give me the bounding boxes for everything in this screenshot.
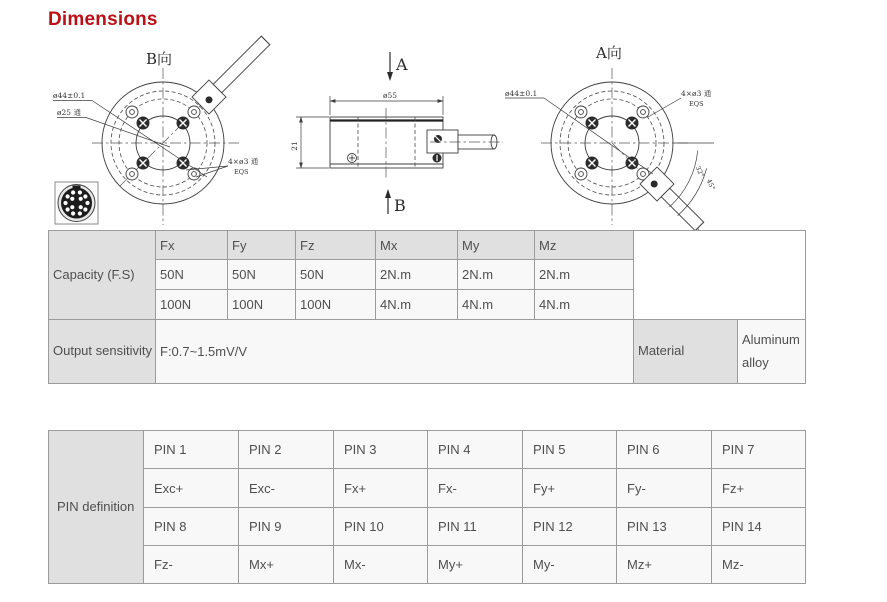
pin-cell: Mx+ bbox=[239, 546, 334, 584]
pin-cell: Fx- bbox=[428, 469, 523, 508]
pin-cell: Fx+ bbox=[334, 469, 428, 508]
pin-cell: PIN 14 bbox=[712, 508, 806, 546]
pin-cell: My- bbox=[523, 546, 617, 584]
side-view-drawing bbox=[290, 52, 503, 215]
pin-cell: Exc+ bbox=[144, 469, 239, 508]
pin-cell: PIN 2 bbox=[239, 431, 334, 469]
pin-cell: Fz- bbox=[144, 546, 239, 584]
view-b-dim-hole: ø25 通 bbox=[57, 108, 81, 117]
capacity-cell: 4N.m bbox=[376, 290, 458, 320]
column-header-fz: Fz bbox=[296, 231, 376, 260]
view-a-dim-diameter: ø44±0.1 bbox=[505, 89, 538, 98]
capacity-cell: 100N bbox=[156, 290, 228, 320]
column-header-mz: Mz bbox=[535, 231, 634, 260]
view-b-dim-diameter: ø44±0.1 bbox=[53, 91, 86, 100]
capacity-cell: 50N bbox=[296, 260, 376, 290]
pin-cell: PIN 11 bbox=[428, 508, 523, 546]
view-b-label: B向 bbox=[146, 50, 173, 68]
pin-cell: PIN 8 bbox=[144, 508, 239, 546]
side-view-dim-width: ø55 bbox=[382, 91, 398, 100]
pin-cell: My+ bbox=[428, 546, 523, 584]
view-b-dim-bolts: 4×ø3 通 bbox=[228, 157, 259, 166]
pin-cell: PIN 13 bbox=[617, 508, 712, 546]
capacity-cell: 4N.m bbox=[458, 290, 535, 320]
capacity-cell: 2N.m bbox=[535, 260, 634, 290]
pin-cell: PIN 10 bbox=[334, 508, 428, 546]
pin-cell: Fy- bbox=[617, 469, 712, 508]
pin-cell: PIN 6 bbox=[617, 431, 712, 469]
column-header-fy: Fy bbox=[228, 231, 296, 260]
capacity-cell: 2N.m bbox=[458, 260, 535, 290]
material-value: Aluminum alloy bbox=[738, 320, 806, 384]
capacity-cell: 50N bbox=[156, 260, 228, 290]
side-view-dim-height: 21 bbox=[290, 141, 299, 151]
page-title: Dimensions bbox=[48, 9, 158, 30]
pin-cell: PIN 3 bbox=[334, 431, 428, 469]
capacity-cell: 2N.m bbox=[376, 260, 458, 290]
column-header-my: My bbox=[458, 231, 535, 260]
pin-cell: Mz- bbox=[712, 546, 806, 584]
capacity-table bbox=[48, 230, 806, 384]
view-a-cable bbox=[640, 164, 708, 235]
capacity-cell: 50N bbox=[228, 260, 296, 290]
pin-cell: Exc- bbox=[239, 469, 334, 508]
column-header-mx: Mx bbox=[376, 231, 458, 260]
pin-cell: PIN 4 bbox=[428, 431, 523, 469]
sensitivity-label: Output sensitivity bbox=[49, 320, 156, 384]
view-a-dim-bolts: 4×ø3 通 bbox=[681, 89, 712, 98]
capacity-cell: 100N bbox=[228, 290, 296, 320]
view-b-cable bbox=[192, 32, 274, 114]
view-a-label: A向 bbox=[596, 44, 622, 62]
view-a-angle-inner: 32° bbox=[693, 164, 706, 179]
view-a-angle-outer: 45° bbox=[704, 177, 717, 192]
pin-cell: PIN 9 bbox=[239, 508, 334, 546]
section-b-label: B bbox=[394, 196, 406, 215]
pin-cell: PIN 12 bbox=[523, 508, 617, 546]
sensitivity-value: F:0.7~1.5mV/V bbox=[156, 320, 634, 384]
pin-cell: PIN 5 bbox=[523, 431, 617, 469]
capacity-row-label: Capacity (F.S) bbox=[49, 231, 156, 320]
material-label: Material bbox=[634, 320, 738, 384]
pin-cell: PIN 7 bbox=[712, 431, 806, 469]
pin-cell: Mx- bbox=[334, 546, 428, 584]
view-a-drawing bbox=[505, 44, 717, 235]
pin-cell: Fy+ bbox=[523, 469, 617, 508]
section-a-label: A bbox=[396, 55, 408, 74]
connector-icon bbox=[55, 182, 98, 224]
pin-cell: PIN 1 bbox=[144, 431, 239, 469]
pin-row-label: PIN definition bbox=[49, 431, 144, 584]
empty-cell bbox=[634, 231, 806, 320]
view-b-dim-bolts-note: EQS bbox=[234, 168, 249, 176]
pin-cell: Mz+ bbox=[617, 546, 712, 584]
view-a-dim-bolts-note: EQS bbox=[689, 100, 704, 108]
column-header-fx: Fx bbox=[156, 231, 228, 260]
capacity-cell: 4N.m bbox=[535, 290, 634, 320]
pin-definition-table bbox=[48, 430, 806, 584]
capacity-cell: 100N bbox=[296, 290, 376, 320]
pin-cell: Fz+ bbox=[712, 469, 806, 508]
